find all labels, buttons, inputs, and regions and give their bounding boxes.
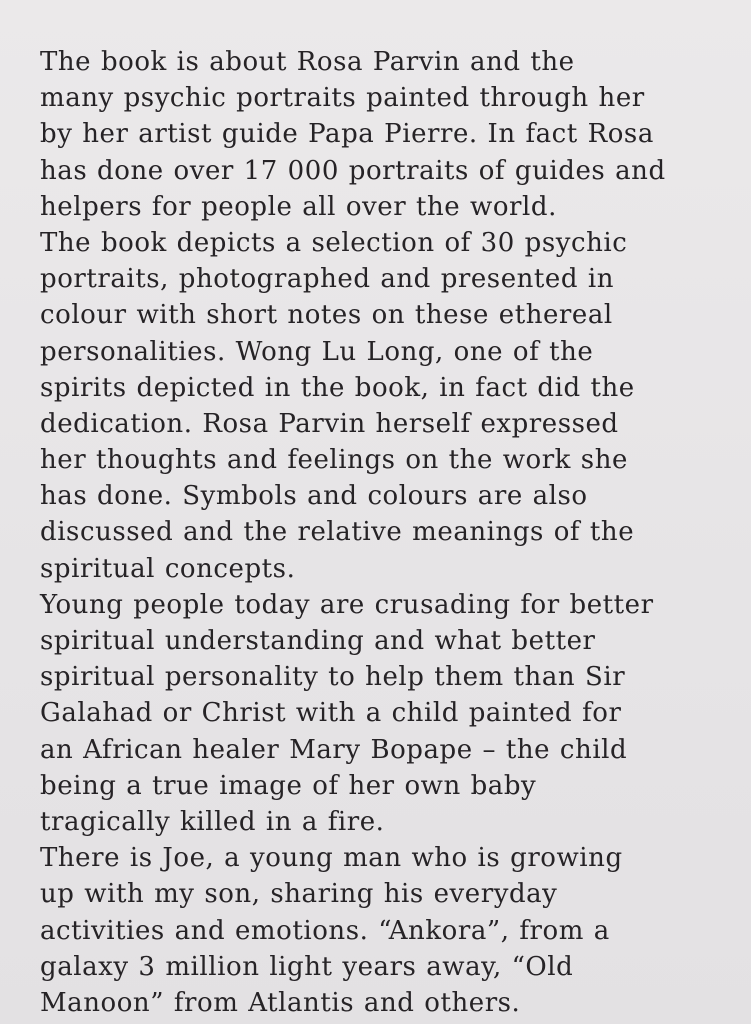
text-line: many psychic portraits painted through her xyxy=(40,83,645,114)
text-line: Manoon” from Atlantis and others. xyxy=(40,987,521,1018)
text-line: portraits, photographed and presented in xyxy=(40,264,615,295)
text-line: discussed and the relative meanings of the xyxy=(40,517,635,548)
text-line: tragically killed in a fire. xyxy=(40,806,385,837)
text-line: personalities. Wong Lu Long, one of the xyxy=(40,336,594,367)
body-text xyxy=(40,44,730,1021)
text-line: dedication. Rosa Parvin herself expressed xyxy=(40,408,619,439)
text-line: up with my son, sharing his everyday xyxy=(40,879,558,910)
text-line: by her artist guide Papa Pierre. In fact Rosa xyxy=(40,119,654,150)
text-line: being a true image of her own baby xyxy=(40,770,537,801)
text-line: has done. Symbols and colours are also xyxy=(40,481,588,512)
text-line: has done over 17 000 portraits of guides and xyxy=(40,155,666,186)
text-line: The book is about Rosa Parvin and the xyxy=(40,47,575,77)
text-line: her thoughts and feelings on the work she xyxy=(40,445,628,476)
text-line: spiritual concepts. xyxy=(40,553,296,584)
text-line: Galahad or Christ with a child painted for xyxy=(40,698,622,729)
text-line: Young people today are crusading for better xyxy=(40,589,654,620)
text-line: The book depicts a selection of 30 psychic xyxy=(40,227,628,258)
text-line: helpers for people all over the world. xyxy=(40,191,557,222)
text-line: colour with short notes on these ethereal xyxy=(40,300,613,331)
text-line: activities and emotions. “Ankora”, from a xyxy=(40,915,610,946)
text-line: galaxy 3 million light years away, “Old xyxy=(40,951,574,982)
text-line: There is Joe, a young man who is growing xyxy=(40,843,623,874)
text-line: an African healer Mary Bopape – the child xyxy=(40,734,628,765)
text-line: spiritual understanding and what better xyxy=(40,626,596,656)
text-line: spiritual personality to help them than Sir xyxy=(40,662,626,693)
text-line: spirits depicted in the book, in fact did the xyxy=(40,372,635,403)
